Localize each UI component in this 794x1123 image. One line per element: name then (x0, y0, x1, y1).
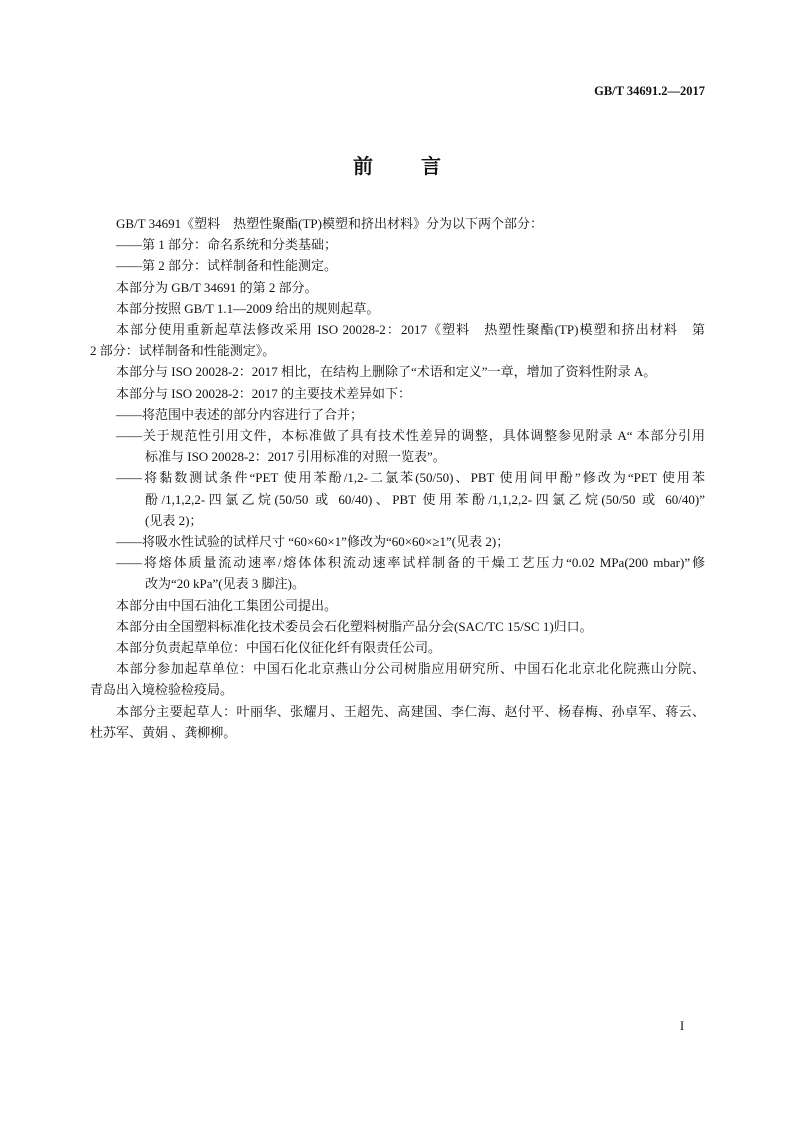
standard-number: GB/T 34691.2—2017 (594, 84, 705, 98)
paragraph-line: 2 部分：试样制备和性能测定》。 (90, 343, 276, 359)
paragraph-line: 本部分为 GB/T 34691 的第 2 部分。 (116, 279, 318, 295)
list-item: ——将黏数测试条件“PET 使用苯酚/1,2-二氯苯(50/50)、PBT 使用间甲酚”修改为“PET 使用苯 (116, 470, 705, 486)
paragraph-line: 青岛出入境检验检疫局。 (90, 682, 234, 698)
list-item-continuation: 酚/1,1,2,2-四氯乙烷(50/50 或 60/40)、PBT 使用苯酚/1,1,2,2-四氯乙烷(50/50 或 60/40)” (145, 491, 705, 507)
paragraph-line: 本部分主要起草人：叶丽华、张耀月、王超先、高建国、李仁海、赵付平、杨春梅、孙卓军、蒋云、 (116, 703, 705, 719)
list-item-continuation: 改为“20 kPa”(见表 3 脚注)。 (145, 576, 305, 592)
paragraph-line: 杜苏军、黄娟 、龚柳柳。 (90, 724, 237, 740)
paragraph-line: 本部分与 ISO 20028-2：2017 相比，在结构上删除了“术语和定义”一章，增加了资料性附录 A。 (116, 364, 657, 380)
list-item: ——将吸水性试验的试样尺寸 “60×60×1”修改为“60×60×≥1”(见表 2)； (116, 534, 510, 550)
paragraph-line: 本部分负责起草单位：中国石化仪征化纤有限责任公司。 (116, 640, 442, 656)
page-title: 前 言 (353, 156, 455, 178)
list-item: ——将熔体质量流动速率/熔体体积流动速率试样制备的干燥工艺压力“0.02 MPa(200 mbar)”修 (116, 555, 705, 571)
list-item-continuation: (见表 2)； (145, 512, 203, 528)
paragraph-line: 本部分由全国塑料标准化技术委员会石化塑料树脂产品分会(SAC/TC 15/SC 1)归口。 (116, 618, 593, 634)
page-number: I (680, 1019, 685, 1033)
paragraph-line: 本部分与 ISO 20028-2：2017 的主要技术差异如下： (116, 385, 412, 401)
list-item: ——关于规范性引用文件，本标准做了具有技术性差异的调整，具体调整参见附录 A“ 本部分引用 (116, 428, 705, 444)
foreword-body (90, 213, 705, 743)
list-item: ——将范围中表述的部分内容进行了合并； (116, 406, 364, 422)
paragraph-line: 本部分由中国石油化工集团公司提出。 (116, 597, 338, 613)
list-item: ——第 2 部分：试样制备和性能测定。 (116, 258, 338, 274)
paragraph-line: 本部分使用重新起草法修改采用 ISO 20028-2：2017《塑料 热塑性聚酯(TP)模塑和挤出材料 第 (116, 322, 705, 338)
paragraph-line: 本部分按照 GB/T 1.1—2009 给出的规则起草。 (116, 300, 380, 316)
list-item-continuation: 标准与 ISO 20028-2：2017 引用标准的对照一览表”。 (145, 449, 446, 465)
list-item: ——第 1 部分：命名系统和分类基础； (116, 237, 338, 253)
paragraph-line: GB/T 34691《塑料 热塑性聚酯(TP)模塑和挤出材料》分为以下两个部分： (116, 216, 543, 231)
paragraph-line: 本部分参加起草单位：中国石化北京燕山分公司树脂应用研究所、中国石化北京北化院燕山分院、 (116, 661, 705, 677)
